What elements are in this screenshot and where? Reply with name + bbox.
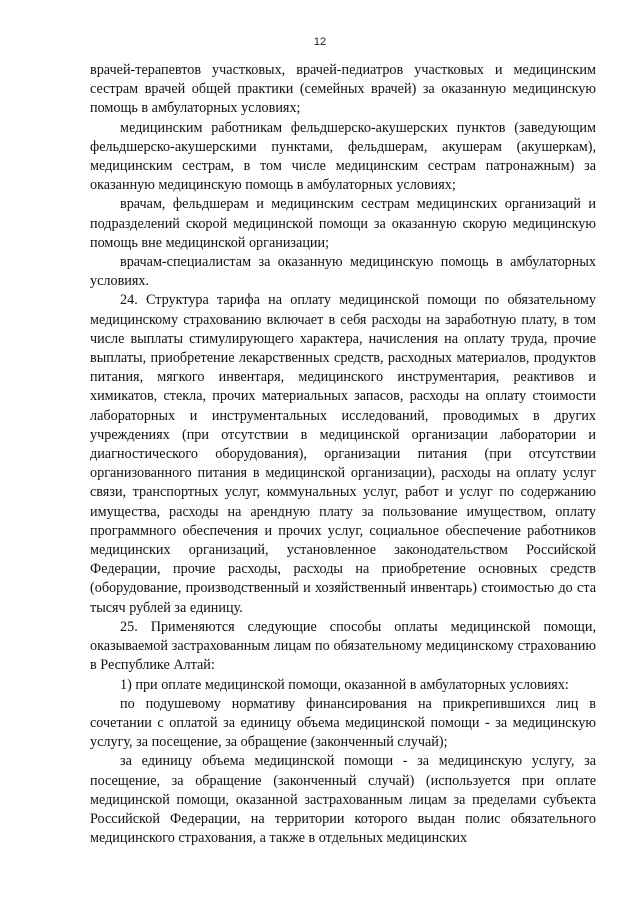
page-number: 12 (313, 36, 327, 48)
paragraph-subitem-1-outpatient: 1) при оплате медицинской помощи, оказанной в амбулаторных условиях: (120, 676, 569, 693)
document-body (90, 61, 596, 848)
paragraph-item-25-payment-methods: 25. Применяются следующие способы оплаты медицинской помощи, оказываемой застрахованным лицам по обязательному медицинскому страхованию в Республике Алтай: (90, 618, 596, 674)
paragraph-specialist-doctors: врачам-специалистам за оказанную медицинскую помощь в амбулаторных условиях. (90, 254, 596, 290)
paragraph-item-24-tariff-structure: 24. Структура тарифа на оплату медицинской помощи по обязательному медицинскому страхованию включает в себя расходы на заработную плату, в том числе выплаты стимулирующего характера, начисления на оплату труда, прочие выплаты, приобретение лекарственных средств, расходных материалов, продуктов питания, мягкого инвентаря, медицинского инструментария, реактивов и химикатов, стекла, прочих материальных запасов, расходы на оплату стоимости лабораторных и инструментальных исследований, проводимых в других учреждениях (при отсутствии в медицинской организации лаборатории и диагностического оборудования), организации питания (при отсутствии организованного питания в медицинской организации), расходы на оплату услуг связи, транспортных услуг, коммунальных услуг, работ и услуг по содержанию имущества, расходы на арендную плату за пользование имуществом, оплату программного обеспечения и прочих услуг, социальное обеспечение работников медицинских организаций, установленное законодательством Российской Федерации, прочие расходы, расходы на приобретение основных средств (оборудование, производственный и хозяйственный инвентарь) стоимостью до ста тысяч рублей за единицу. (90, 292, 596, 616)
paragraph-feldsher-workers: медицинским работникам фельдшерско-акушерских пунктов (заведующим фельдшерско-акушерскими пунктами, фельдшерам, акушерам (акушеркам), медицинским сестрам, в том числе медицинским сестрам патронажным) за оказанную медицинскую помощь в амбулаторных условиях; (90, 119, 596, 194)
paragraph-per-capita-funding: по подушевому нормативу финансирования на прикрепившихся лиц в сочетании с оплатой за единицу объема медицинской помощи - за медицинскую услугу, за посещение, за обращение (законченный случай); (90, 695, 596, 751)
paragraph-continued-list-item: врачей-терапевтов участковых, врачей-педиатров участковых и медицинским сестрам врачей общей практики (семейных врачей) за оказанную медицинскую помощь в амбулаторных условиях; (90, 62, 596, 117)
paragraph-emergency-care-staff: врачам, фельдшерам и медицинским сестрам медицинских организаций и подразделений скорой медицинской помощи за оказанную скорую медицинскую помощь вне медицинской организации; (90, 196, 596, 251)
paragraph-unit-of-volume: за единицу объема медицинской помощи - за медицинскую услугу, за посещение, за обращение (законченный случай) (используется при оплате медицинской помощи, оказанной застрахованным лицам за пределами субъекта Российской Федерации, на территории которого выдан полис обязательного медицинского страхования, а также в отдельных медицинских (90, 753, 596, 847)
